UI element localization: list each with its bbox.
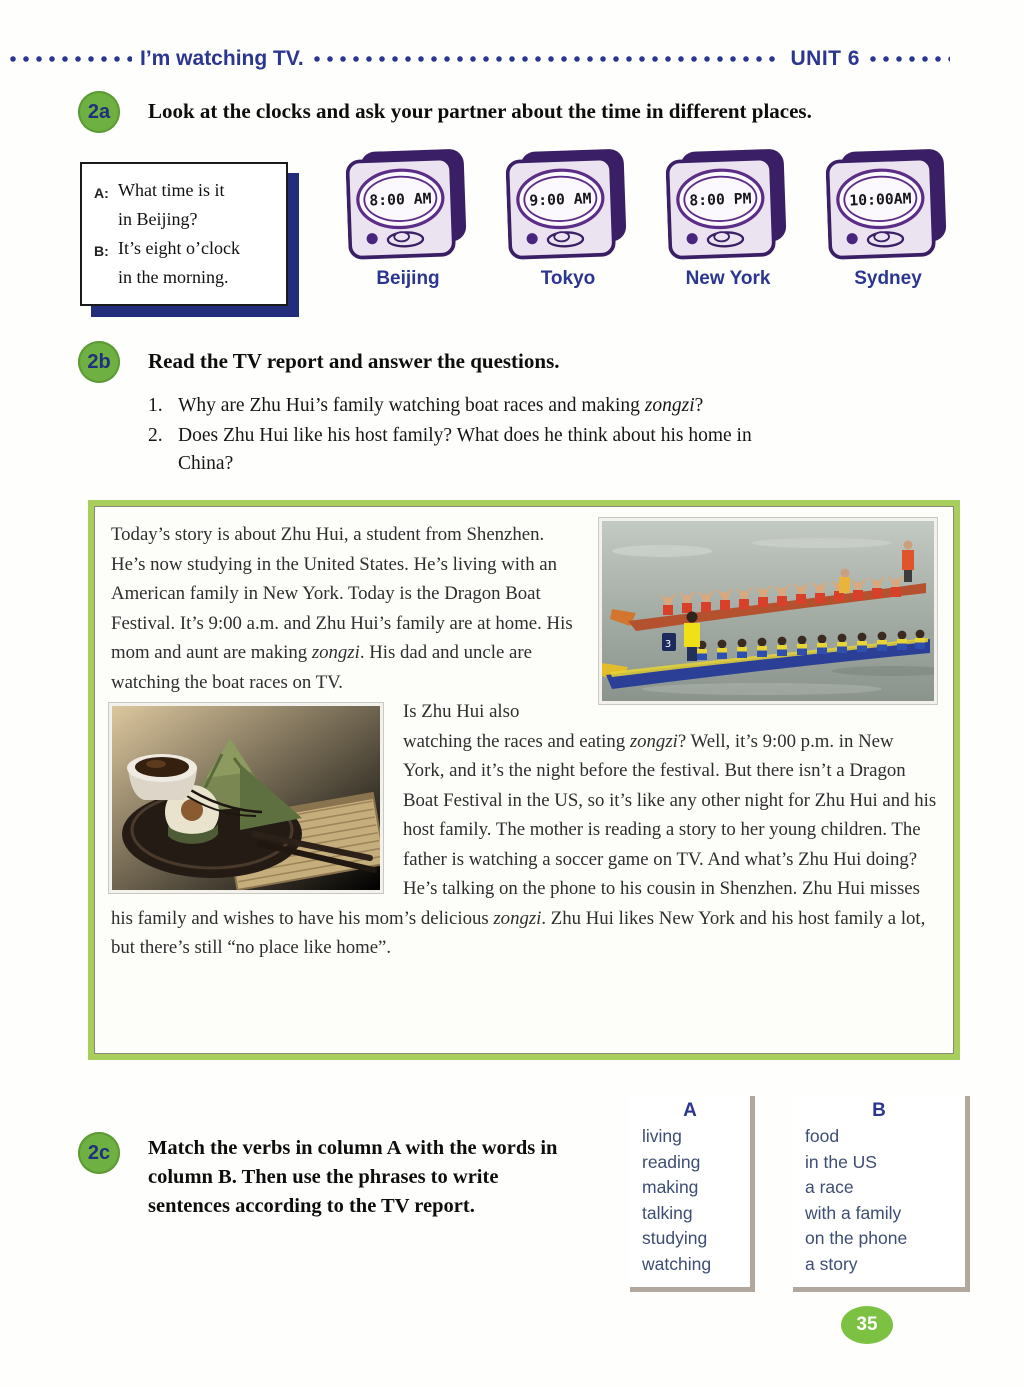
column-a-item: making (642, 1177, 699, 1197)
clock-city-label: Sydney (854, 268, 922, 289)
dotted-rule-right (868, 54, 950, 64)
dialog-text: in Beijing? (118, 209, 198, 229)
clocks-row (340, 150, 956, 290)
column-b-item: on the phone (805, 1228, 908, 1248)
column-b-header: B (872, 1100, 886, 1121)
question-number: 1. (148, 395, 163, 416)
column-a-card (630, 1096, 755, 1292)
column-b-item: food (805, 1126, 840, 1146)
page-header (8, 46, 950, 72)
section-2a-badge-label: 2a (87, 100, 111, 123)
section-2a-instruction: Look at the clocks and ask your partner about the time in different places. (148, 99, 812, 123)
column-a-item: reading (642, 1151, 701, 1172)
page-number: 35 (856, 1314, 878, 1335)
dotted-rule-left (8, 54, 132, 64)
report-paragraph-2: Is Zhu Hui also watching the races and eating zongzi? Well, it’s 9:00 p.m. in New York, and it’s the night before the festival. But there isn’t a Dragon Boat Festival in the US, so it’s like any other night for Zhu Hui and his host family. The mother is reading a story to her young children. The father is watching a soccer game on TV. And what’s Zhu Hui doing? He’s talking on the phone to his cousin in Shenzhen. Zhu Hui misses his family and wishes to have his mom’s delicious zongzi. Zhu Hui likes New York and his host family a lot, but there’s still “no place like home”. (111, 701, 937, 958)
dialog-text: What time is it (118, 180, 225, 200)
column-b-item: in the US (805, 1151, 877, 1172)
column-b-item: a race (805, 1177, 854, 1197)
clock-sydney (820, 150, 956, 290)
question-1 (148, 392, 808, 421)
dialog-text: It’s eight o’clock (118, 238, 240, 258)
page-number-badge (841, 1306, 893, 1344)
section-2c-instruction: Match the verbs in column A with the words in column B. Then use the phrases to write sentences according to the TV report. (148, 1137, 558, 1217)
dialog-box (80, 162, 288, 306)
section-2c-badge-label: 2c (87, 1141, 111, 1164)
clock-city-label: New York (685, 268, 771, 289)
speaker-b-label: B: (94, 243, 109, 259)
dotted-rule-middle (312, 54, 783, 64)
speaker-a-label: A: (94, 185, 109, 201)
clock-city-label: Tokyo (540, 268, 596, 289)
zongzi-meal-photo (109, 703, 383, 893)
zongzi-meal-illustration (112, 706, 380, 890)
question-list (148, 392, 808, 480)
clock-beijing (340, 150, 476, 290)
page-title: I’m watching TV. (140, 47, 304, 70)
digital-clock-icon (825, 148, 951, 264)
digital-clock-icon (505, 148, 631, 264)
column-a-item: talking (642, 1202, 693, 1223)
unit-label: UNIT 6 (790, 47, 860, 70)
column-b-item: with a family (805, 1202, 902, 1223)
dialog-line (92, 176, 278, 205)
report-paragraph-1: Today’s story is about Zhu Hui, a student from Shenzhen. He’s now studying in the United States. He’s living with an American family in New York. Today is the Dragon Boat Festival. It’s 9:00 a.m. and Zhu Hui’s family are at home. His mom and aunt are making zongzi. His dad and uncle are watching the boat races on TV. (111, 524, 573, 693)
clock-time-display: 8:00 AM (368, 190, 432, 210)
column-b-card (793, 1096, 970, 1292)
column-b-item: a story (805, 1253, 858, 1274)
dialog-text: in the morning. (118, 267, 229, 287)
dragon-boat-race-photo (599, 518, 937, 704)
clock-tokyo (500, 150, 636, 290)
column-a-item: living (642, 1126, 682, 1146)
dialog-line (92, 234, 278, 263)
dialog-line (92, 205, 278, 234)
clock-city-label: Beijing (376, 268, 440, 289)
column-a-item: watching (642, 1253, 712, 1274)
clock-new-york (660, 150, 796, 290)
section-2b-instruction: Read the TV report and answer the questions. (148, 349, 560, 373)
section-2b-badge-label: 2b (87, 350, 111, 373)
clock-time-display: 9:00 AM (528, 190, 592, 210)
digital-clock-icon (345, 148, 471, 264)
question-text: Does Zhu Hui like his host family? What does he think about his home in China? (178, 424, 752, 474)
question-text: Why are Zhu Hui’s family watching boat races and making zongzi? (178, 395, 704, 416)
clock-time-display: 10:00AM (848, 190, 912, 210)
digital-clock-icon (665, 148, 791, 264)
section-2a-badge (78, 91, 120, 133)
dialog-line (92, 263, 278, 292)
tv-report-box (88, 500, 960, 1060)
column-a-header: A (683, 1100, 697, 1121)
question-number: 2. (148, 424, 163, 446)
svg-text:3: 3 (664, 639, 672, 650)
section-2b-badge (78, 341, 120, 383)
clock-time-display: 8:00 PM (688, 190, 752, 210)
column-a-item: studying (642, 1228, 708, 1248)
section-2c-badge (78, 1132, 120, 1174)
dragon-boat-race-illustration (602, 521, 934, 701)
question-2 (148, 422, 808, 479)
match-columns (630, 1096, 970, 1292)
